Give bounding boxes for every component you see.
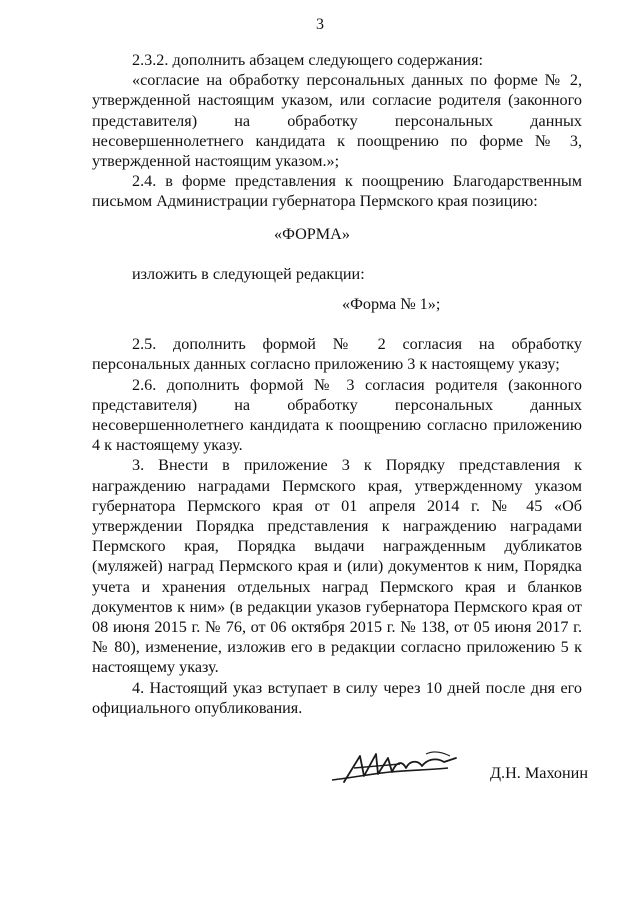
paragraph-consent-quote: «согласие на обработку персональных данных по форме № 2, утвержденной настоящим указом, или согласие родителя (законного представителя) на обработку персональных данных несовершеннолетнего кандидата к поощрению по форме № 3, утвержденной настоящим указом.»;: [92, 71, 582, 171]
paragraph-2-6: 2.6. дополнить формой № 3 согласия родителя (законного представителя) на обработку персональных данных несовершеннолетнего кандидата к поощрению согласно приложению 4 к настоящему указу.: [92, 375, 582, 455]
paragraph-4: 4. Настоящий указ вступает в силу через 10 дней после дня его официального опубликования.: [92, 678, 582, 717]
handwritten-signature: [330, 748, 470, 788]
signer-name: Д.Н. Махонин: [490, 764, 589, 782]
forma-1-heading: «Форма № 1»;: [342, 295, 441, 314]
paragraph-2-3-2: 2.3.2. дополнить абзацем следующего содержания:: [132, 51, 484, 69]
page-number: 3: [316, 16, 324, 33]
signature-block: [330, 748, 590, 798]
paragraph-2-5: 2.5. дополнить формой № 2 согласия на обработку персональных данных согласно приложению 3 к настоящему указу;: [92, 335, 582, 374]
forma-heading: «ФОРМА»: [274, 224, 350, 243]
paragraph-2-4: 2.4. в форме представления к поощрению Благодарственным письмом Администрации губернатора Пермского края позицию:: [92, 172, 582, 211]
paragraph-new-edition: изложить в следующей редакции:: [132, 264, 365, 283]
document-body: [92, 50, 582, 718]
paragraph-3: 3. Внести в приложение 3 к Порядку представления к награждению наградами Пермского края, утвержденному указом губернатора Пермского края от 01 апреля 2014 г. № 45 «Об утверждении Порядка представления к награждению наградами Пермского края, Порядка выдачи награжденным дубликатов (муляжей) наград Пермского края и (или) документов к ним, Порядка учета и хранения отдельных наград Пермского края и бланков документов к ним» (в редакции указов губернатора Пермского края от 08 июня 2015 г. № 76, от 06 октября 2015 г. № 138, от 05 июня 2017 г. № 80), изменение, изложив его в редакции согласно приложению 5 к настоящему указу.: [92, 456, 582, 677]
